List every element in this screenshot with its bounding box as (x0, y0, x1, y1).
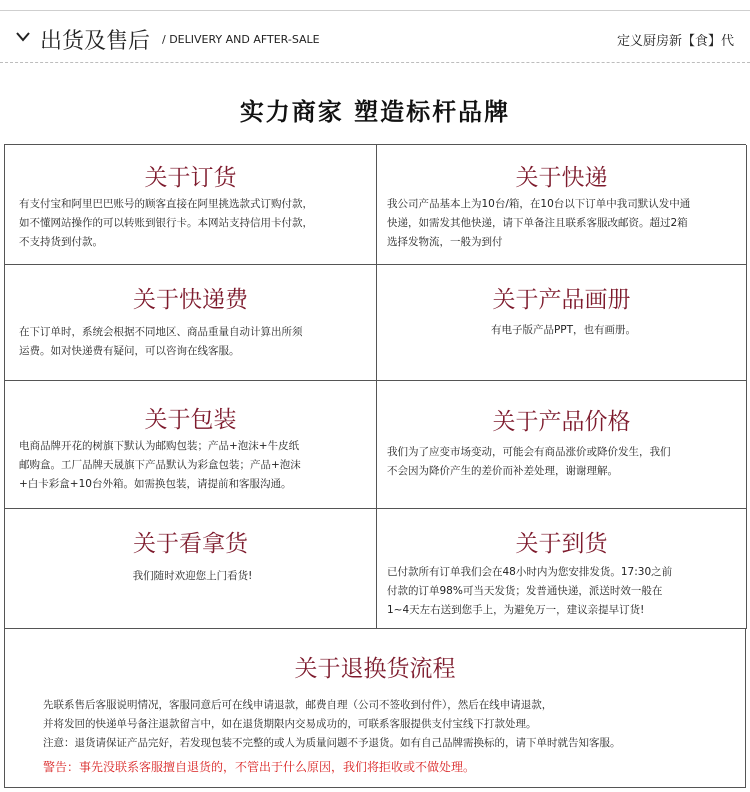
card-line: 不支持货到付款。 (19, 236, 103, 248)
card-delivery (377, 509, 747, 629)
card-title: 关于包装 (144, 407, 237, 433)
card-line: 我们随时欢迎您上门看货! (132, 570, 253, 582)
card-visit (5, 509, 377, 629)
card-line: 1~4天左右送到您手上，为避免万一，建议亲提早订货! (387, 604, 645, 616)
card-title: 关于订货 (144, 165, 237, 191)
card-line: 电商品牌开花的树旗下默认为邮购包装；产品+泡沫+牛皮纸 (19, 440, 300, 452)
brand-slogan: 定义厨房新【食】代 (616, 34, 734, 49)
card-body (19, 437, 366, 494)
card-title: 关于快递 (515, 165, 608, 191)
card-pricing (377, 381, 747, 509)
section-header (0, 0, 750, 70)
warning-text: 警告：事先没联系客服擅自退货的，不管出于什么原因，我们将拒收或不做处理。 (43, 760, 476, 774)
card-line: 注意：退货请保证产品完好，若发现包装不完整的或人为质量问题不予退货。如有自己品牌需换标的，请下单时就告知客服。 (43, 737, 621, 749)
card-shipping-fee (5, 265, 377, 381)
card-line: 有支付宝和阿里巴巴账号的顾客直接在阿里挑选款式订购付款， (19, 198, 313, 210)
card-line: 邮购盒。工厂品牌天晟旗下产品默认为彩盒包装；产品+泡沫 (19, 459, 301, 471)
card-express (377, 145, 747, 265)
card-line: 付款的订单98%可当天发货；发普通快递，派送时效一般在 (387, 585, 663, 597)
card-line: 不会因为降价产生的差价而补差处理，谢谢理解。 (387, 465, 618, 477)
page-title: 实力商家 塑造标杆品牌 (239, 98, 511, 126)
card-body (391, 321, 736, 340)
card-body (387, 443, 736, 481)
card-catalog (377, 265, 747, 381)
card-line: 并将发回的快递单号备注退款留言中，如在退货期限内交易成功的，可联系客服提供支付宝线下打款处理。 (43, 718, 537, 730)
card-body (19, 567, 366, 586)
header-bottom-rule (0, 62, 750, 63)
card-line: 已付款所有订单我们会在48小时内为您安排发货。17:30之前 (387, 566, 673, 578)
card-line: 运费。如对快递费有疑问，可以咨询在线客服。 (19, 345, 240, 357)
section-title: 出货及售后 (40, 29, 151, 54)
card-title: 关于到货 (515, 531, 608, 557)
card-line: 我公司产品基本上为10台/箱，在10台以下订单中我司默认发中通 (387, 198, 691, 210)
chevron-down-icon (16, 30, 30, 44)
card-line: 先联系售后客服说明情况，客服同意后可在线申请退款，邮费自理（公司不签收到付件），然后在线申请退款， (43, 699, 553, 711)
card-title: 关于快递费 (133, 287, 248, 313)
card-body (19, 323, 366, 361)
card-packaging (5, 381, 377, 509)
card-line: 在下订单时，系统会根据不同地区、商品重量自动计算出所须 (19, 326, 303, 338)
card-line: 如不懂网站操作的可以转账到银行卡。本网站支持信用卡付款， (19, 217, 313, 229)
card-title: 关于产品画册 (492, 287, 631, 313)
card-line: +白卡彩盒+10台外箱。如需换包装，请提前和客服沟通。 (19, 478, 292, 490)
card-ordering (5, 145, 377, 265)
info-grid (4, 144, 746, 628)
card-title: 关于看拿货 (133, 531, 248, 557)
header-top-rule (0, 10, 750, 11)
card-body (19, 195, 366, 252)
card-body (387, 563, 736, 620)
card-title: 关于退换货流程 (294, 656, 456, 682)
card-line: 有电子版产品PPT，也有画册。 (490, 324, 637, 336)
card-line: 快递，如需发其他快递，请下单备注且联系客服改邮资。超过2箱 (387, 217, 688, 229)
card-body (387, 195, 736, 252)
card-line: 我们为了应变市场变动，可能会有商品涨价或降价发生，我们 (387, 446, 671, 458)
section-subtitle: / DELIVERY AND AFTER-SALE (162, 33, 320, 46)
card-line: 选择发物流，一般为到付 (387, 236, 503, 248)
card-body (43, 696, 621, 753)
card-title: 关于产品价格 (492, 409, 631, 435)
card-returns (4, 628, 746, 788)
